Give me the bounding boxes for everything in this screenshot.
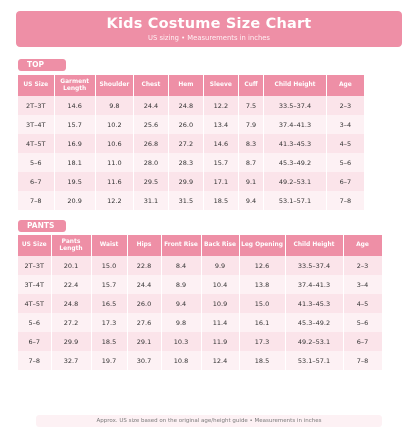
top-size-table (18, 75, 365, 210)
section-label-pants: PANTS (18, 220, 66, 232)
table-cell: 12.2 (95, 191, 133, 210)
chart-header (16, 11, 402, 47)
top-column-header: Age (326, 75, 364, 96)
table-cell: 27.2 (168, 134, 203, 153)
table-cell: 5–6 (343, 313, 382, 332)
table-cell: 14.6 (54, 96, 95, 115)
table-cell: 25.6 (133, 115, 168, 134)
table-cell: 11.6 (95, 172, 133, 191)
table-cell: 6–7 (18, 172, 54, 191)
table-cell: 11.9 (201, 332, 239, 351)
table-cell: 15.7 (54, 115, 95, 134)
table-cell: 19.7 (91, 351, 127, 370)
table-cell: 31.5 (168, 191, 203, 210)
table-cell: 5–6 (18, 153, 54, 172)
pants-column-header: Age (343, 235, 382, 256)
table-cell: 17.3 (91, 313, 127, 332)
table-cell: 13.8 (239, 275, 285, 294)
table-cell: 33.5–37.4 (264, 96, 327, 115)
table-row (18, 294, 382, 313)
table-cell: 28.0 (133, 153, 168, 172)
table-cell: 3T–4T (18, 115, 54, 134)
section-label-top: TOP (18, 59, 66, 71)
table-cell: 12.2 (203, 96, 238, 115)
table-cell: 2–3 (326, 96, 364, 115)
table-cell: 15.7 (91, 275, 127, 294)
pants-column-header: Back Rise (201, 235, 239, 256)
table-cell: 24.4 (127, 275, 161, 294)
page-title: Kids Costume Size Chart (106, 16, 312, 32)
table-cell: 6–7 (326, 172, 364, 191)
table-cell: 20.1 (51, 256, 91, 275)
table-cell: 24.8 (51, 294, 91, 313)
top-column-header: Cuff (238, 75, 263, 96)
page-subtitle: US sizing • Measurements in inches (148, 34, 270, 42)
top-column-header: Sleeve (203, 75, 238, 96)
table-cell: 7–8 (18, 351, 51, 370)
table-cell: 19.5 (54, 172, 95, 191)
table-cell: 16.1 (239, 313, 285, 332)
table-cell: 4T–5T (18, 134, 54, 153)
table-cell: 9.8 (161, 313, 201, 332)
table-cell: 18.5 (91, 332, 127, 351)
pants-column-header: US Size (18, 235, 51, 256)
table-cell: 32.7 (51, 351, 91, 370)
table-row (18, 115, 365, 134)
table-cell: 8.3 (238, 134, 263, 153)
table-cell: 10.9 (201, 294, 239, 313)
table-row (18, 96, 365, 115)
table-cell: 18.5 (239, 351, 285, 370)
table-cell: 15.7 (203, 153, 238, 172)
table-row (18, 313, 382, 332)
table-cell: 10.6 (95, 134, 133, 153)
table-cell: 49.2–53.1 (285, 332, 343, 351)
table-cell: 10.2 (95, 115, 133, 134)
table-cell: 28.3 (168, 153, 203, 172)
table-cell: 41.3–45.3 (285, 294, 343, 313)
pants-column-header: Hips (127, 235, 161, 256)
table-cell: 7.9 (238, 115, 263, 134)
table-cell: 26.0 (127, 294, 161, 313)
table-cell: 15.0 (91, 256, 127, 275)
top-column-header: Chest (133, 75, 168, 96)
table-row (18, 256, 382, 275)
table-cell: 7.5 (238, 96, 263, 115)
table-cell: 4–5 (343, 294, 382, 313)
table-cell: 7–8 (343, 351, 382, 370)
table-row (18, 153, 365, 172)
table-cell: 8.4 (161, 256, 201, 275)
table-cell: 2–3 (343, 256, 382, 275)
table-cell: 27.6 (127, 313, 161, 332)
table-cell: 20.9 (54, 191, 95, 210)
table-cell: 17.3 (239, 332, 285, 351)
table-cell: 7–8 (18, 191, 54, 210)
table-cell: 53.1–57.1 (285, 351, 343, 370)
top-column-header: Shoulder (95, 75, 133, 96)
table-cell: 8.9 (161, 275, 201, 294)
table-cell: 12.6 (239, 256, 285, 275)
table-cell: 37.4–41.3 (264, 115, 327, 134)
table-cell: 3–4 (343, 275, 382, 294)
top-header-row (18, 75, 365, 96)
table-cell: 5–6 (326, 153, 364, 172)
footer-note: Approx. US size based on the original age/height guide • Measurements in inches (36, 415, 382, 427)
table-cell: 30.7 (127, 351, 161, 370)
table-cell: 13.4 (203, 115, 238, 134)
table-cell: 3T–4T (18, 275, 51, 294)
table-cell: 24.4 (133, 96, 168, 115)
table-row (18, 134, 365, 153)
table-cell: 22.8 (127, 256, 161, 275)
table-cell: 16.9 (54, 134, 95, 153)
table-cell: 18.5 (203, 191, 238, 210)
table-cell: 27.2 (51, 313, 91, 332)
table-cell: 9.4 (161, 294, 201, 313)
table-row (18, 275, 382, 294)
pants-column-header: Waist (91, 235, 127, 256)
table-cell: 9.4 (238, 191, 263, 210)
table-cell: 33.5–37.4 (285, 256, 343, 275)
table-cell: 10.8 (161, 351, 201, 370)
table-cell: 29.5 (133, 172, 168, 191)
top-column-header: Hem (168, 75, 203, 96)
pants-column-header: Pants Length (51, 235, 91, 256)
table-cell: 10.4 (201, 275, 239, 294)
pants-header-row (18, 235, 382, 256)
table-cell: 53.1–57.1 (264, 191, 327, 210)
table-cell: 2T–3T (18, 96, 54, 115)
table-cell: 6–7 (343, 332, 382, 351)
top-column-header: Child Height (264, 75, 327, 96)
table-cell: 22.4 (51, 275, 91, 294)
table-cell: 8.7 (238, 153, 263, 172)
table-cell: 3–4 (326, 115, 364, 134)
table-cell: 37.4–41.3 (285, 275, 343, 294)
table-cell: 9.8 (95, 96, 133, 115)
table-cell: 31.1 (133, 191, 168, 210)
table-cell: 4T–5T (18, 294, 51, 313)
table-row (18, 351, 382, 370)
table-cell: 18.1 (54, 153, 95, 172)
table-row (18, 172, 365, 191)
table-cell: 12.4 (201, 351, 239, 370)
pants-column-header: Front Rise (161, 235, 201, 256)
table-row (18, 191, 365, 210)
table-cell: 11.4 (201, 313, 239, 332)
top-column-header: Garment Length (54, 75, 95, 96)
pants-column-header: Leg Opening (239, 235, 285, 256)
pants-column-header: Child Height (285, 235, 343, 256)
pants-size-table (18, 235, 383, 370)
table-cell: 49.2–53.1 (264, 172, 327, 191)
table-cell: 15.0 (239, 294, 285, 313)
top-column-header: US Size (18, 75, 54, 96)
table-row (18, 332, 382, 351)
table-cell: 29.9 (168, 172, 203, 191)
table-cell: 29.1 (127, 332, 161, 351)
table-cell: 11.0 (95, 153, 133, 172)
table-cell: 16.5 (91, 294, 127, 313)
table-cell: 6–7 (18, 332, 51, 351)
table-cell: 24.8 (168, 96, 203, 115)
table-cell: 41.3–45.3 (264, 134, 327, 153)
table-cell: 29.9 (51, 332, 91, 351)
table-cell: 7–8 (326, 191, 364, 210)
table-cell: 26.8 (133, 134, 168, 153)
table-cell: 26.0 (168, 115, 203, 134)
table-cell: 17.1 (203, 172, 238, 191)
table-cell: 5–6 (18, 313, 51, 332)
table-cell: 2T–3T (18, 256, 51, 275)
table-cell: 10.3 (161, 332, 201, 351)
table-cell: 45.3–49.2 (285, 313, 343, 332)
table-cell: 45.3–49.2 (264, 153, 327, 172)
table-cell: 9.1 (238, 172, 263, 191)
table-cell: 14.6 (203, 134, 238, 153)
table-cell: 9.9 (201, 256, 239, 275)
table-cell: 4–5 (326, 134, 364, 153)
